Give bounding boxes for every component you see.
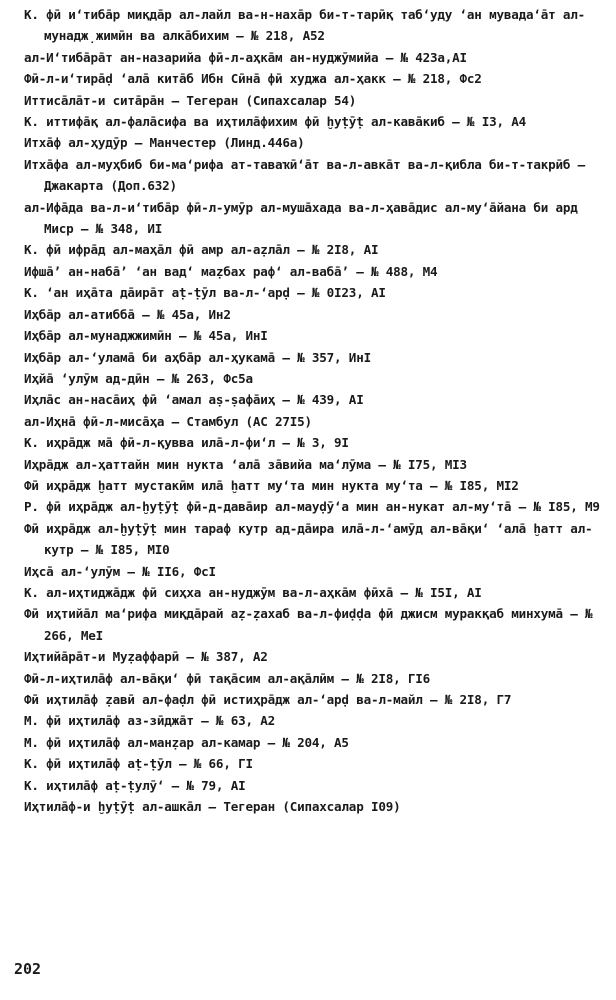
index-entry: Фӣ-л-и‘тирāḍ ‘алā китāб Ибн Сӣнā фӣ худжа ал-ҳакк – № 218, Фс2 (24, 71, 482, 87)
index-entry: Р. фӣ иҳрāдж ал-ḫуṭӯṭ фӣ-д-давāир ал-мауḍӯ‘а мин ан-нукат ал-му‘тā – № I85, М9 (24, 499, 600, 515)
index-entry: Иҳсā ал-‘улӯм – № II6, ФсI (24, 563, 216, 579)
index-entry: ал-Иҳнā фӣ-л-мисāҳа – Стамбул (АС 27I5) (24, 413, 312, 429)
index-entry: Иҳрāдж ал-ҳаттайн мин нукта ‘алā зāвийа ма‘лӯма – № I75, МI3 (24, 456, 467, 472)
index-entry: Иҳтийāрāт-и Муẓаффарӣ – № 387, А2 (24, 649, 268, 665)
index-entry: Фӣ иҳтийāл ма‘рифа миқдāрай аẓ-ẓахаб ва-л-фиḍḍа фӣ джисм муракқаб минхумā – № 266, МеI (24, 606, 593, 643)
index-entry: Фӣ иҳрāдж ал-ḫуṭӯṭ мин тараф кутр ад-дāира илā-л-‘амӯд ал-вāқи‘ ‘алā ḫатт ал-кутр – № I85, МI0 (24, 520, 593, 558)
index-entry: Иҳтилāф-и ḫуṭӯṭ ал-ашкāл – Тегеран (Сипахсалар I09) (24, 799, 401, 815)
index-entry: Итхāф ал-ҳудӯр – Манчестер (Линд.446а) (24, 135, 305, 151)
index-entry: К. ‘ан иҳāта дāирāт аṭ-ṭӯл ва-л-‘арḍ – № 0I23, АI (24, 285, 386, 301)
index-entry: Иттисāлāт-и ситāрāн – Тегеран (Сипахсалар 54) (24, 92, 357, 108)
page-number: 202 (14, 960, 42, 978)
index-entry: К. фӣ иҳтилāф аṭ-ṭӯл – № 66, ГI (24, 756, 253, 772)
index-entry: Итхāфа ал-муҳбиб би-ма‘рифа ат-таваҡӣ‘āт ва-л-авкāт ва-л-қибла би-т-такрӣб – Джакарта (Доп.632) (24, 156, 586, 194)
index-entry: К. иҳтилāф аṭ-ṭулӯ‘ – № 79, АI (24, 777, 246, 793)
index-entry: К. фӣ ифрāд ал-маҳāл фӣ амр ал-аẓлāл – № 2I8, АI (24, 242, 379, 258)
index-entry: ал-И‘тибāрāт ан-назарийа фӣ-л-аҳкāм ан-нуджӯмийа – № 423а,АI (24, 49, 467, 65)
index-entry: Иҳбāр ал-мунаджжимӣн – № 45а, ИнI (24, 328, 268, 344)
index-entry: ал-Ифāда ва-л-и‘тибāр фӣ-л-умӯр ал-мушāхада ва-л-ҳавāдис ал-му‘āйана би ард Миср – № 348, ИI (24, 199, 578, 237)
index-entry: К. фӣ и‘тибāр миқдāр ал-лайл ва-н-нахāр би-т-тарӣқ таб‘уду ‘ан мувада‘āт ал-мунадж̣жимӣн ва алкāбихим – № 218, А52 (24, 7, 586, 44)
index-page (24, 4, 608, 817)
index-entry: Иҳлāс ан-насāиҳ фӣ ‘амал аṣ-ṣафāиҳ – № 439, АI (24, 392, 364, 408)
index-entry: Иҳбāр ал-атиббā – № 45а, Ин2 (24, 306, 231, 322)
index-entry: Фӣ иҳрāдж ḫатт мустакӣм илā ḫатт му‘та мин нукта му‘та – № I85, МI2 (24, 477, 519, 493)
index-entry: К. ал-иҳтиджāдж фӣ сиҳха ан-нуджӯм ва-л-аҳкāм фӣхā – № I5I, АI (24, 584, 482, 600)
index-entry: М. фӣ иҳтилāф ал-манẓар ал-камар – № 204, А5 (24, 734, 349, 750)
index-entry: Ифшā’ ан-набā’ ‘ан вад‘ маẓбах раф‘ ал-вабā’ – № 488, М4 (24, 263, 438, 279)
index-entry: К. иҳрāдж мā фӣ-л-қувва илā-л-фи‘л – № 3, 9I (24, 435, 349, 451)
index-entry: Иҳбāр ал-‘уламā би аҳбāр ал-ҳукамā – № 357, ИнI (24, 349, 371, 365)
index-entry: Фӣ иҳтилāф ẓавӣ ал-фаḍл фӣ истиҳрāдж ал-‘арḍ ва-л-майл – № 2I8, Г7 (24, 692, 512, 707)
index-entry: К. иттифāқ ал-фалāсифа ва иҳтилāфихим фӣ ḫуṭӯṭ ал-кавāкиб – № I3, А4 (24, 114, 526, 130)
index-entry: М. фӣ иҳтилāф аз-зӣджāт – № 63, А2 (24, 713, 275, 729)
index-entry: Фӣ-л-иҳтилāф ал-вāқи‘ фӣ тақāсим ал-ақāлӣм – № 2I8, ГI6 (24, 670, 431, 686)
index-entry: Иҳйā ‘улӯм ад-дӣн – № 263, Фс5а (24, 370, 253, 386)
index-entries-list (24, 4, 608, 817)
